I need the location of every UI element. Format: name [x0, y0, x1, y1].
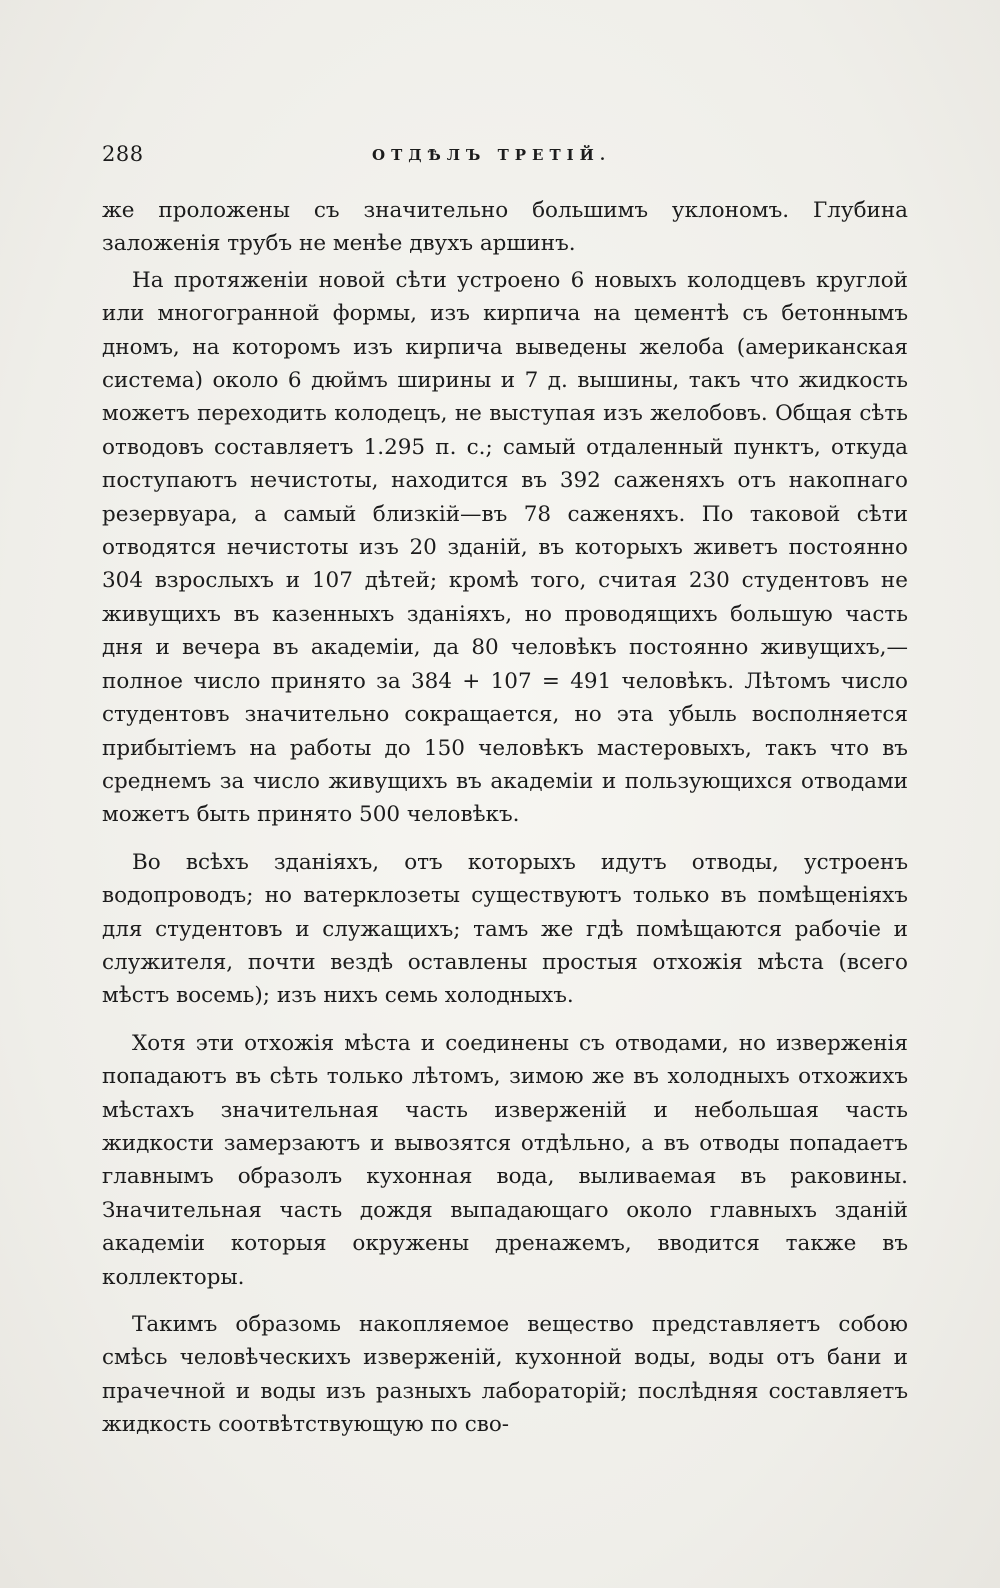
page-header	[102, 142, 908, 178]
body-text	[102, 194, 908, 1442]
paragraph-accumulated-matter: Такимъ образомь накопляемое вещество представляетъ собою смѣсь человѣческихъ изверженій, кухонной воды, воды отъ бани и прачечной и воды изъ разныхъ лабораторій; послѣдняя составляетъ жидкость соотвѣтствующую по сво-	[102, 1312, 908, 1438]
paragraph-winter-freezing: Хотя эти отхожія мѣста и соединены съ отводами, но изверженія попадаютъ въ сѣть только лѣтомъ, зимою же въ холодныхъ отхожихъ мѣстахъ значительная часть изверженій и небольшая часть жидкости замерзаютъ и вывозятся отдѣльно, а въ отводы попадаетъ главнымъ образолъ кухонная вода, выливаемая въ раковины. Значительная часть дождя выпадающаго около главныхъ зданій академіи которыя окружены дренажемъ, вводится также въ коллекторы.	[102, 1030, 908, 1290]
paragraph-continuation: же проложены съ значительно большимъ уклономъ. Глубина заложенія трубъ не менѣе двухъ аршинъ.	[102, 198, 908, 257]
paragraph-wells-network: На протяженіи новой сѣти устроено 6 новыхъ колодцевъ круглой или многогранной формы, изъ кирпича на цементѣ съ бетоннымъ дномъ, на которомъ изъ кирпича выведены желоба (американская система) около 6 дюймъ ширины и 7 д. вышины, такъ что жидкость можетъ переходить колодецъ, не выступая изъ желобовъ. Общая сѣть отводовъ составляетъ 1.295 п. с.; самый отдаленный пунктъ, откуда поступаютъ нечистоты, находится въ 392 саженяхъ отъ накопнаго резервуара, а самый близкій—въ 78 саженяхъ. По таковой сѣти отводятся нечистоты изъ 20 зданій, въ которыхъ живетъ постоянно 304 взрослыхъ и 107 дѣтей; кромѣ того, считая 230 студентовъ не живущихъ въ казенныхъ зданіяхъ, но проводящихъ большую часть дня и вечера въ академіи, да 80 человѣкъ постоянно живущихъ,—полное число принято за 384 + 107 = 491 человѣкъ. Лѣтомъ число студентовъ значительно сокращается, но эта убыль восполняется прибытіемъ на работы до 150 человѣкъ мастеровыхъ, такъ что въ среднемъ за число живущихъ въ академіи и пользующихся отводами можетъ быть принято 500 человѣкъ.	[102, 267, 908, 828]
page-number: 288	[102, 142, 144, 166]
paragraph-water-closets: Во всѣхъ зданіяхъ, отъ которыхъ идутъ отводы, устроенъ водопроводъ; но ватерклозеты существуютъ только въ помѣщеніяхъ для студентовъ и служащихъ; тамъ же гдѣ помѣщаются рабочіе и служителя, почти вездѣ оставлены простыя отхожія мѣста (всего мѣстъ восемь); изъ нихъ семь холодныхъ.	[102, 849, 908, 1009]
running-head: ОТДѢЛЪ ТРЕТІЙ.	[372, 146, 612, 164]
